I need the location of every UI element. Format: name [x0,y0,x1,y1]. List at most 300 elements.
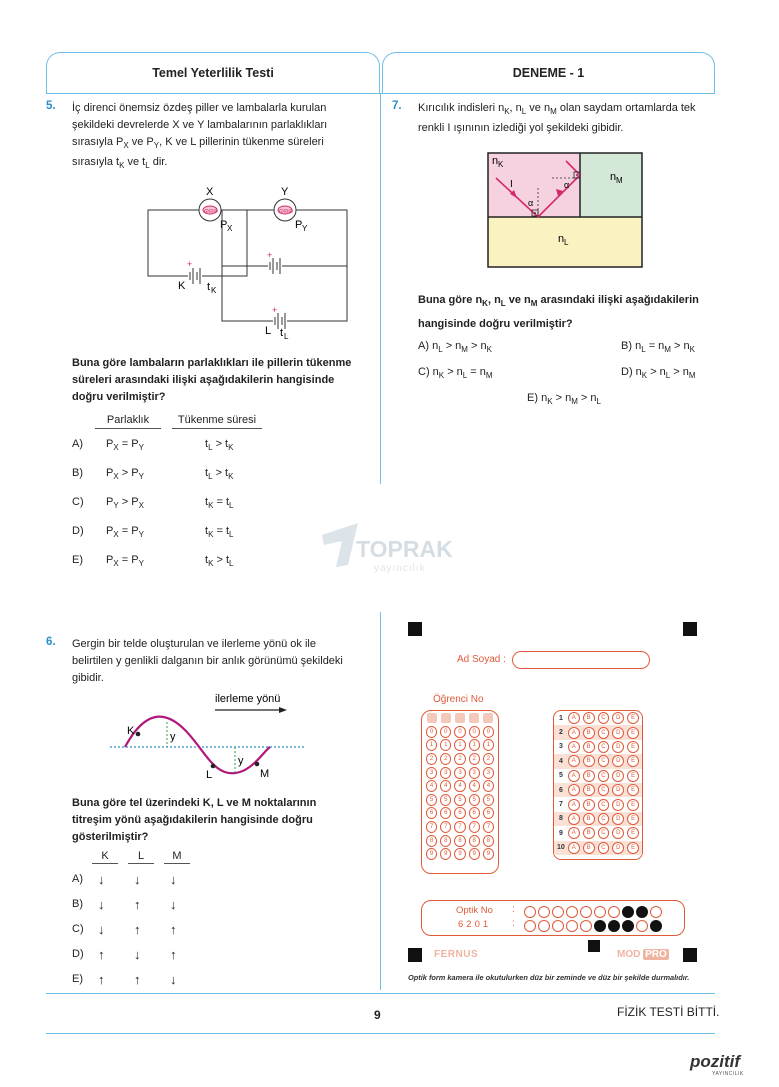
optik-code-bubble [538,920,550,932]
student-no-row [422,820,498,834]
q5-line-3: sırasıyla $P_X$ ve $P_Y$, K ve L pillerinin tükenme süreleri [72,136,324,151]
student-no-row [422,834,498,848]
answer-bubble[interactable]: E [627,755,639,767]
answer-row [554,725,642,739]
student-no-bubble[interactable]: 3 [426,767,437,779]
q6-option-letter[interactable]: C) [72,923,84,935]
q6-option-arrow-icon: ↑ [134,922,141,937]
center-marker [588,940,600,952]
answer-bubble[interactable]: E [627,813,639,825]
optik-code-bubble [566,906,578,918]
optik-code-bubble [580,920,592,932]
q5-number: 5. [46,100,56,112]
name-label: Ad Soyad : [457,654,506,665]
label-px: P [220,219,228,231]
optik-code-bubble [608,906,620,918]
label-tl-sub: L [284,332,289,341]
q6-option-arrow-icon: ↓ [170,972,177,987]
answer-bubble[interactable]: D [612,741,624,753]
label-k: K [178,280,186,292]
optik-code-bubble [538,906,550,918]
svg-text:K: K [498,160,504,169]
q6-option-arrow-icon: ↓ [98,897,105,912]
pozitif-logo-sub: YAYINCILIK [712,1071,744,1077]
modpro-logo: MOD PRO [617,949,667,960]
answer-row-number: 5 [558,772,563,780]
label-py-sub: Y [302,224,308,233]
column-divider-top [380,94,381,484]
header-left-title: Temel Yeterlilik Testi [152,66,274,80]
q6-col-k: K [92,850,118,864]
test-end-text: FİZİK TESTİ BİTTİ. [617,1005,720,1019]
answer-bubble[interactable]: A [568,755,580,767]
point-l [211,764,216,769]
student-no-bubble[interactable]: 5 [469,794,480,806]
optik-code-bubble [608,920,620,932]
label-nk: n [492,155,499,167]
q6-option-arrow-icon: ↑ [98,972,105,987]
answer-bubble[interactable]: D [612,755,624,767]
student-no-bubble[interactable]: 0 [426,726,437,738]
answer-bubble[interactable]: B [583,827,595,839]
q6-option-arrow-icon: ↑ [134,972,141,987]
answer-bubble[interactable]: C [598,827,610,839]
student-no-bubble[interactable]: 1 [483,739,494,751]
answer-grid [553,710,643,860]
q7-line-1: Kırıcılık indisleri $n_K$, $n_L$ ve $n_M$ olan saydam ortamlarda tek [418,102,696,117]
student-no-bubble[interactable]: 3 [469,767,480,779]
q5-line-2: şekildeki devrelerde X ve Y lambalarının parlaklıkları [72,119,328,131]
q5-option-duration: $t_K = t_L$ [205,496,234,511]
q6-line-3: gibidir. [72,672,104,684]
direction-arrow-icon [279,707,287,713]
student-no-bubble[interactable]: 6 [483,807,494,819]
answer-row-number: 4 [558,757,563,765]
q5-question [72,355,372,406]
q6-question-line-3: gösterilmiştir? [72,831,149,843]
student-no-bubble[interactable]: 7 [426,821,437,833]
answer-row [554,826,642,840]
student-no-bubble[interactable]: 7 [440,821,451,833]
answer-row-number: 8 [558,815,563,823]
student-no-bubble[interactable]: 2 [469,753,480,765]
svg-text:L: L [564,238,569,247]
label-nm: n [610,171,617,183]
point-m [255,762,260,767]
label-x: X [206,186,214,198]
student-no-row [422,793,498,807]
footer-rule-top [46,993,715,994]
student-no-bubble[interactable]: 4 [454,780,465,792]
answer-row [554,812,642,826]
answer-row-number: 2 [558,729,563,737]
optik-code-bubble [636,920,648,932]
answer-row-number: 9 [558,829,563,837]
optik-code-bubble [566,920,578,932]
student-no-bubble[interactable]: 6 [469,807,480,819]
answer-row [554,797,642,811]
q6-number: 6. [46,636,56,648]
answer-bubble[interactable]: E [627,770,639,782]
student-no-bubble[interactable]: 2 [440,753,451,765]
answer-bubble[interactable]: C [598,727,610,739]
optik-code-bubble [580,906,592,918]
optik-no-label: Optik No [456,905,493,916]
answer-row [554,754,642,768]
svg-text:yayıncılık: yayıncılık [374,563,426,574]
student-no-bubbles [422,725,498,861]
header-right [382,52,715,93]
svg-text:y: y [238,755,244,767]
answer-bubble[interactable]: A [568,741,580,753]
student-no-bubble[interactable]: 9 [469,848,480,860]
student-no-row [422,807,498,821]
label-px-sub: X [227,224,233,233]
fernus-logo: FERNUS [434,949,479,960]
student-no-row [422,725,498,739]
lamp-x-glyph: ɷɷɷ [204,208,219,215]
student-no-row [422,752,498,766]
svg-text:+: + [267,250,273,260]
column-divider-bottom [380,612,381,990]
answer-bubble[interactable]: A [568,784,580,796]
student-no-bubble[interactable]: 8 [454,835,465,847]
medium-m [580,153,642,217]
optik-code-bubbles [524,906,662,934]
q5-option-duration: $t_K = t_L$ [205,525,234,540]
answer-bubble[interactable]: D [612,842,624,854]
answer-bubble[interactable]: B [583,770,595,782]
answer-row-number: 1 [558,714,563,722]
optik-code-row [524,906,662,918]
student-no-row [422,779,498,793]
q5-option-duration: $t_K > t_L$ [205,554,234,569]
student-no-row [422,739,498,753]
student-no-bubble[interactable]: 9 [440,848,451,860]
q6-option-letter[interactable]: D) [72,948,84,960]
wave-curve [125,717,270,774]
q7-option[interactable]: A) $n_L > n_M > n_K$ [418,340,492,355]
student-no-bubble[interactable]: 0 [483,726,494,738]
pozitif-logo: pozitif [690,1052,741,1071]
q7-question-line-1: Buna göre $n_K$, $n_L$ ve $n_M$ arasındaki ilişki aşağıdakilerin [418,294,699,309]
student-no-row [422,766,498,780]
svg-text:M: M [616,176,623,185]
answer-bubble[interactable]: A [568,712,580,724]
q6-option-arrow-icon: ↑ [134,897,141,912]
corner-marker-tl [408,622,422,636]
label-py: P [295,219,303,231]
q5-option-letter[interactable]: E) [72,554,83,566]
q6-option-arrow-icon: ↑ [170,947,177,962]
optik-no-value: 6201 [458,919,492,930]
student-no-bubble[interactable]: 2 [483,753,494,765]
answer-row-number: 10 [557,844,565,852]
header-right-title: DENEME - 1 [512,66,585,80]
answer-bubble[interactable]: E [627,827,639,839]
label-direction: ilerleme yönü [215,693,281,705]
q5-circuit-figure [70,182,360,342]
student-no-bubble[interactable]: 7 [483,821,494,833]
footer-rule-bottom [46,1033,715,1034]
q7-refraction-figure [486,150,646,270]
answer-bubble[interactable]: B [583,799,595,811]
answer-bubble[interactable]: A [568,827,580,839]
svg-text:+: + [187,259,193,269]
student-no-bubble[interactable]: 6 [426,807,437,819]
student-no-bubble[interactable]: 9 [483,848,494,860]
answer-bubble[interactable]: A [568,770,580,782]
q6-option-letter[interactable]: B) [72,898,83,910]
optik-code-bubble [594,906,606,918]
optik-code-bubble [524,920,536,932]
student-no-bubble[interactable]: 3 [454,767,465,779]
answer-row [554,711,642,725]
svg-text:+: + [272,305,278,315]
student-no-bubble[interactable]: 5 [426,794,437,806]
answer-bubble[interactable]: D [612,712,624,724]
q6-option-arrow-icon: ↑ [170,922,177,937]
q7-text [418,100,718,137]
q6-option-letter[interactable]: E) [72,973,83,985]
q5-option-duration: $t_L > t_K$ [205,467,234,482]
answer-bubble[interactable]: E [627,712,639,724]
q6-question [72,795,372,846]
q5-option-brightness: $P_X = P_Y$ [106,554,144,569]
student-no-bubble[interactable]: 1 [440,739,451,751]
student-no-header-cells [422,711,498,725]
circuit-y [222,210,347,321]
point-k [136,732,141,737]
q5-option-letter[interactable]: A) [72,438,83,450]
q5-option-letter[interactable]: C) [72,496,84,508]
answer-bubble[interactable]: A [568,799,580,811]
student-no-bubble[interactable]: 4 [469,780,480,792]
answer-bubble[interactable]: E [627,741,639,753]
answer-bubble[interactable]: D [612,727,624,739]
student-no-bubble[interactable]: 7 [454,821,465,833]
student-no-bubble[interactable]: 4 [483,780,494,792]
student-no-bubble[interactable]: 8 [426,835,437,847]
q7-question [418,290,728,334]
q6-question-line-1: Buna göre tel üzerindeki K, L ve M noktalarının [72,797,317,809]
student-no-bubble[interactable]: 2 [426,753,437,765]
q5-col-parlaklik: Parlaklık [95,414,161,429]
label-tk-sub: K [211,286,217,295]
q6-col-m: M [164,850,190,864]
corner-marker-tr [683,622,697,636]
label-ray-i: I [510,179,513,190]
label-y: Y [281,186,289,198]
student-no-grid [421,710,499,874]
student-no-bubble[interactable]: 2 [454,753,465,765]
svg-text:ɷɷɷ: ɷɷɷ [279,208,294,215]
q6-option-arrow-icon: ↓ [98,922,105,937]
q6-option-arrow-icon: ↑ [98,947,105,962]
q6-text [72,636,372,687]
label-tk: t [207,281,211,293]
q5-option-brightness: $P_Y > P_X$ [106,496,144,511]
student-no-bubble[interactable]: 8 [483,835,494,847]
q5-option-duration: $t_L > t_K$ [205,438,234,453]
q6-wave-figure [105,690,310,780]
svg-text:L: L [206,769,213,780]
optik-code-bubble [622,920,634,932]
student-no-bubble[interactable]: 5 [454,794,465,806]
optik-no-box: Optik No 6201 : : [421,900,685,936]
student-no-bubble[interactable]: 6 [440,807,451,819]
optik-code-bubble [524,906,536,918]
optik-code-bubble [552,920,564,932]
page-number: 9 [374,1008,381,1022]
answer-bubble[interactable]: E [627,727,639,739]
student-no-bubble[interactable]: 5 [483,794,494,806]
toprak-watermark [318,517,458,582]
answer-bubble[interactable]: C [598,770,610,782]
optik-code-bubble [552,906,564,918]
label-alpha-2: α [564,180,570,190]
q5-question-line-1: Buna göre lambaların parlaklıkları ile pillerin tükenme [72,357,352,369]
q5-col-tukenme: Tükenme süresi [172,414,262,429]
student-no-row [422,847,498,861]
student-no-bubble[interactable]: 9 [454,848,465,860]
student-no-bubble[interactable]: 8 [440,835,451,847]
answer-row [554,769,642,783]
q5-text [72,100,372,174]
q5-question-line-2: süreleri arasındaki ilişki aşağıdakilerin hangisinde [72,374,335,386]
answer-bubble[interactable]: A [568,727,580,739]
svg-text:M: M [260,768,270,780]
q7-option[interactable]: B) $n_L = n_M > n_K$ [621,340,695,355]
student-no-bubble[interactable]: 9 [426,848,437,860]
q6-line-2: belirtilen y genlikli dalganın bir anlık görünümü şekildeki [72,655,343,667]
answer-bubble[interactable]: B [583,784,595,796]
optic-note: Optik form kamera ile okutulurken düz bir zeminde ve düz bir şekilde durmalıdır. [408,973,690,982]
answer-row-number: 6 [558,786,563,794]
optik-code-row [524,920,662,932]
student-no-bubble[interactable]: 8 [469,835,480,847]
answer-bubble[interactable]: E [627,799,639,811]
answer-bubble[interactable]: E [627,784,639,796]
answer-bubble[interactable]: C [598,799,610,811]
q6-option-arrow-icon: ↓ [134,872,141,887]
q6-col-l: L [128,850,154,864]
student-no-bubble[interactable]: 0 [440,726,451,738]
answer-bubble[interactable]: C [598,712,610,724]
answer-bubble[interactable]: D [612,799,624,811]
q6-option-arrow-icon: ↓ [134,947,141,962]
answer-row [554,841,642,855]
optik-code-bubble [594,920,606,932]
svg-text:TOPRAK: TOPRAK [356,536,453,562]
q7-question-line-2: hangisinde doğru verilmiştir? [418,318,573,331]
q5-option-letter[interactable]: B) [72,467,83,479]
answer-bubble[interactable]: B [583,712,595,724]
answer-row [554,740,642,754]
answer-bubble[interactable]: C [598,784,610,796]
answer-bubble[interactable]: D [612,784,624,796]
optik-code-bubble [622,906,634,918]
answer-bubble[interactable]: D [612,770,624,782]
corner-marker-bl [408,948,422,962]
answer-bubble[interactable]: A [568,842,580,854]
student-no-bubble[interactable]: 0 [469,726,480,738]
q6-line-1: Gergin bir telde oluşturulan ve ilerleme yönü ok ile [72,638,316,650]
q5-option-brightness: $P_X > P_Y$ [106,467,144,482]
q7-line-2: renkli I ışınının izlediği yol şekildeki gibidir. [418,122,624,135]
name-field[interactable] [512,651,650,669]
answer-bubble[interactable]: B [583,755,595,767]
answer-bubble[interactable]: A [568,813,580,825]
student-no-bubble[interactable]: 1 [454,739,465,751]
answer-bubble[interactable]: C [598,842,610,854]
q5-question-line-3: doğru verilmiştir? [72,391,166,403]
answer-bubble[interactable]: E [627,842,639,854]
answer-row [554,783,642,797]
q5-option-letter[interactable]: D) [72,525,84,537]
header-left [46,52,380,93]
q6-question-line-2: titreşim yönü aşağıdakilerin hangisinde doğru [72,814,313,826]
student-no-bubble[interactable]: 5 [440,794,451,806]
answer-bubble[interactable]: B [583,727,595,739]
optik-code-bubble [636,906,648,918]
answer-bubble[interactable]: C [598,741,610,753]
q6-option-arrow-icon: ↓ [170,872,177,887]
answer-bubble[interactable]: B [583,813,595,825]
toprak-logo-icon [318,517,458,579]
student-no-bubble[interactable]: 1 [469,739,480,751]
student-no-bubble[interactable]: 7 [469,821,480,833]
q7-option[interactable]: D) $n_K > n_L > n_M$ [621,366,696,381]
label-alpha-1: α [528,198,534,208]
answer-bubble[interactable]: D [612,827,624,839]
student-no-bubble[interactable]: 4 [426,780,437,792]
q7-option[interactable]: C) $n_K > n_L = n_M$ [418,366,493,381]
q6-option-arrow-icon: ↓ [98,872,105,887]
student-no-bubble[interactable]: 3 [483,767,494,779]
q5-option-brightness: $P_X = P_Y$ [106,438,144,453]
q7-number: 7. [392,100,402,112]
answer-bubble[interactable]: D [612,813,624,825]
answer-row-number: 7 [558,801,563,809]
q5-line-1: İç direnci önemsiz özdeş piller ve lambalarla kurulan [72,102,327,114]
label-tl: t [280,327,284,339]
optik-code-bubble [650,920,662,932]
q6-option-arrow-icon: ↓ [170,897,177,912]
student-no-bubble[interactable]: 6 [454,807,465,819]
answer-bubble[interactable]: B [583,741,595,753]
student-no-bubble[interactable]: 4 [440,780,451,792]
svg-text:y: y [170,731,176,743]
svg-text:K: K [127,725,135,737]
corner-marker-br [683,948,697,962]
q6-option-letter[interactable]: A) [72,873,83,885]
answer-bubble[interactable]: C [598,813,610,825]
answer-bubble[interactable]: B [583,842,595,854]
answer-bubbles [554,711,642,855]
student-no-label: Öğrenci No [433,694,484,705]
label-l: L [265,325,272,337]
q7-option[interactable]: E) $n_K > n_M > n_L$ [527,392,601,407]
optik-code-bubble [650,906,662,918]
answer-bubble[interactable]: C [598,755,610,767]
student-no-bubble[interactable]: 1 [426,739,437,751]
student-no-bubble[interactable]: 3 [440,767,451,779]
q5-line-4: sırasıyla $t_K$ ve $t_L$ dir. [72,156,168,171]
answer-row-number: 3 [558,743,563,751]
student-no-bubble[interactable]: 0 [454,726,465,738]
label-nl: n [558,233,565,245]
